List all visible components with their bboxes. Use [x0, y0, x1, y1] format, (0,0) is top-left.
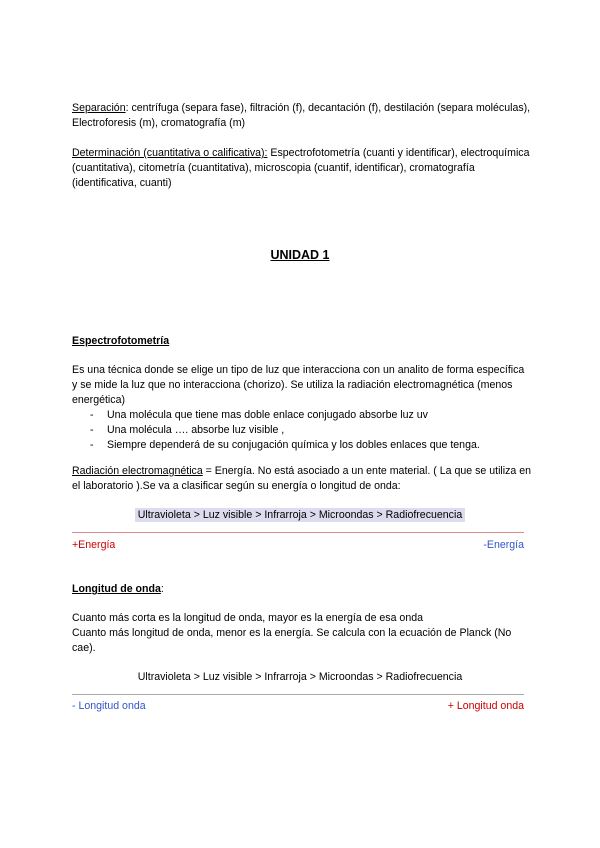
determinacion-label: Determinación (cuantitativa o calificativa):	[72, 147, 268, 159]
list-item: - Siempre dependerá de su conjugación química y los dobles enlaces que tenga.	[72, 438, 532, 453]
energy-scale-left-label: +Energía	[72, 539, 116, 551]
wave-scale-left-label: - Longitud onda	[72, 700, 146, 712]
list-item: - Una molécula que tiene mas doble enlace conjugado absorbe luz uv	[72, 408, 532, 423]
longitud-line-2: Cuanto más longitud de onda, menor es la energía. Se calcula con la ecuación de Planck (No cae).	[72, 627, 512, 654]
radiacion-paragraph	[72, 464, 532, 494]
energy-scale-text: Ultravioleta > Luz visible > Infrarroja > Microondas > Radiofrecuencia	[135, 508, 465, 522]
separacion-paragraph	[72, 101, 532, 131]
list-item: - Una molécula …. absorbe luz visible ,	[72, 423, 532, 438]
espectro-section	[72, 363, 532, 453]
energy-scale	[0, 508, 600, 523]
longitud-heading: Longitud de onda	[72, 583, 161, 595]
wave-scale-text: Ultravioleta > Luz visible > Infrarroja > Microondas > Radiofrecuencia	[137, 671, 463, 683]
longitud-heading-line	[72, 582, 532, 597]
determinacion-text: Espectrofotometría (cuanti y identificar), electroquímica (cuantitativa), citometría (cuantitativa), microscopia (cuantif, identificar), cromatografía (identificativa, cuanti)	[72, 147, 530, 189]
determinacion-paragraph	[72, 146, 532, 191]
separacion-label: Separación	[72, 102, 126, 114]
separacion-text: : centrífuga (separa fase), filtración (f), decantación (f), destilación (separa moléculas), Electroforesis (m), cromatografía (m)	[72, 102, 531, 129]
longitud-heading-colon: :	[160, 583, 164, 595]
wave-scale-right-label: + Longitud onda	[447, 700, 524, 712]
wave-scale-divider	[72, 694, 524, 695]
espectro-paragraph: Es una técnica donde se elige un tipo de luz que interacciona con un analito de forma específica y se mide la luz que no interacciona (chorizo). Se utiliza la radiación electromagnética (menos energética)	[72, 364, 525, 406]
unit-title: UNIDAD 1	[270, 248, 330, 262]
radiacion-text: = Energía. No está asociado a un ente material. ( La que se utiliza en el laboratorio ).Se va a clasificar según su energía o longitud de onda:	[72, 465, 532, 492]
energy-scale-divider	[72, 532, 524, 533]
wave-scale	[0, 670, 600, 685]
espectro-bullet-list	[72, 408, 532, 453]
longitud-paragraph	[72, 611, 532, 656]
longitud-line-1: Cuanto más corta es la longitud de onda, mayor es la energía de esa onda	[72, 612, 423, 624]
espectro-heading: Espectrofotometría	[72, 335, 170, 347]
energy-scale-right-label: -Energía	[483, 539, 524, 551]
radiacion-label: Radiación electromagnética	[72, 465, 203, 477]
